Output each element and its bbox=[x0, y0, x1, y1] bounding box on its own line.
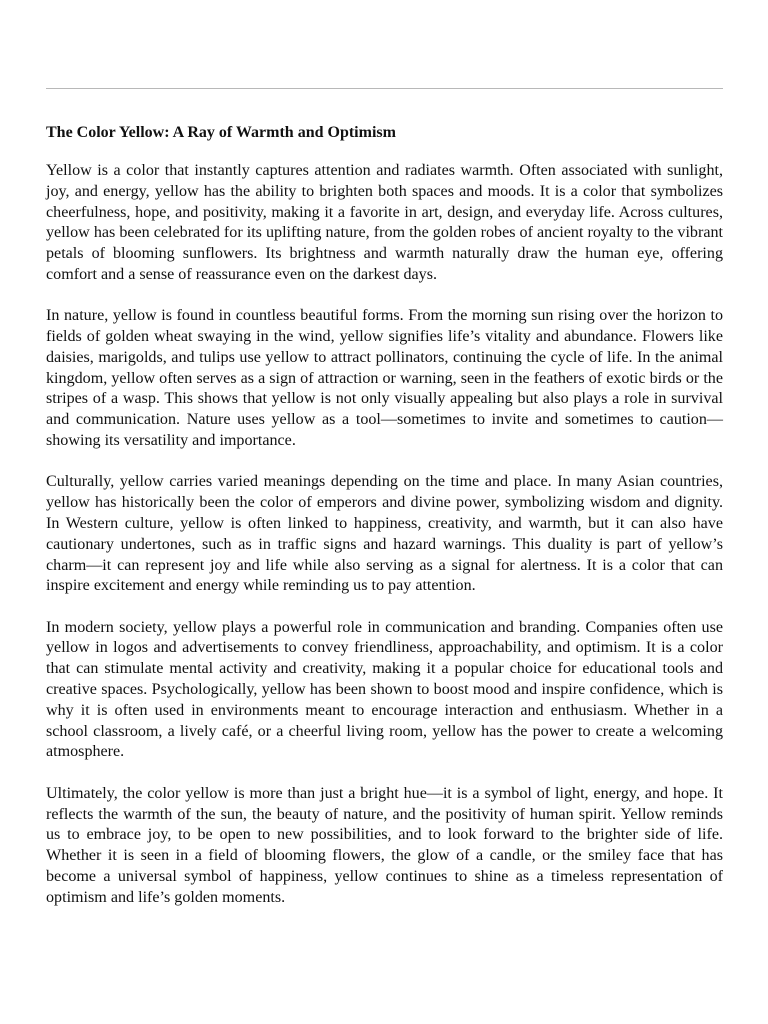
document-title: The Color Yellow: A Ray of Warmth and Optimism bbox=[46, 124, 396, 141]
paragraph-3: Culturally, yellow carries varied meanings depending on the time and place. In many Asian countries, yellow has historically been the color of emperors and divine power, symbolizing wisdom and dignity. In Western culture, yellow is often linked to happiness, creativity, and warmth, but it can also have cautionary undertones, such as in traffic signs and hazard warnings. This duality is part of yellow’s charm—it can represent joy and life while also serving as a signal for alertness. It is a color that can inspire excitement and energy while reminding us to pay attention. bbox=[46, 473, 723, 595]
header-divider bbox=[46, 88, 723, 89]
paragraph-5: Ultimately, the color yellow is more than just a bright hue—it is a symbol of light, energy, and hope. It reflects the warmth of the sun, the beauty of nature, and the positivity of human spirit. Yellow reminds us to embrace joy, to be open to new possibilities, and to look forward to the brighter side of life. Whether it is seen in a field of blooming flowers, the glow of a candle, or the smiley face that has become a universal symbol of happiness, yellow continues to shine as a timeless representation of optimism and life’s golden moments. bbox=[46, 784, 723, 906]
paragraph-4: In modern society, yellow plays a powerful role in communication and branding. Companies often use yellow in logos and advertisements to convey friendliness, approachability, and optimism. It is a color that can stimulate mental activity and creativity, making it a popular choice for educational tools and creative spaces. Psychologically, yellow has been shown to boost mood and inspire confidence, which is why it is often used in environments meant to encourage interaction and enthusiasm. Whether in a school classroom, a lively café, or a cheerful living room, yellow has the power to create a welcoming atmosphere. bbox=[46, 618, 723, 761]
paragraph-2: In nature, yellow is found in countless beautiful forms. From the morning sun rising over the horizon to fields of golden wheat swaying in the wind, yellow signifies life’s vitality and abundance. Flowers like daisies, marigolds, and tulips use yellow to attract pollinators, continuing the cycle of life. In the animal kingdom, yellow often serves as a sign of attraction or warning, seen in the feathers of exotic birds or the stripes of a wasp. This shows that yellow is not only visually appealing but also plays a role in survival and communication. Nature uses yellow as a tool—sometimes to invite and sometimes to caution—showing its versatility and importance. bbox=[46, 307, 723, 450]
paragraph-1: Yellow is a color that instantly captures attention and radiates warmth. Often associated with sunlight, joy, and energy, yellow has the ability to brighten both spaces and moods. It is a color that symbolizes cheerfulness, hope, and positivity, making it a favorite in art, design, and everyday life. Across cultures, yellow has been celebrated for its uplifting nature, from the golden robes of ancient royalty to the vibrant petals of blooming sunflowers. Its brightness and warmth naturally draw the human eye, offering comfort and a sense of reassurance even on the darkest days. bbox=[46, 162, 723, 283]
document-body bbox=[46, 161, 723, 929]
